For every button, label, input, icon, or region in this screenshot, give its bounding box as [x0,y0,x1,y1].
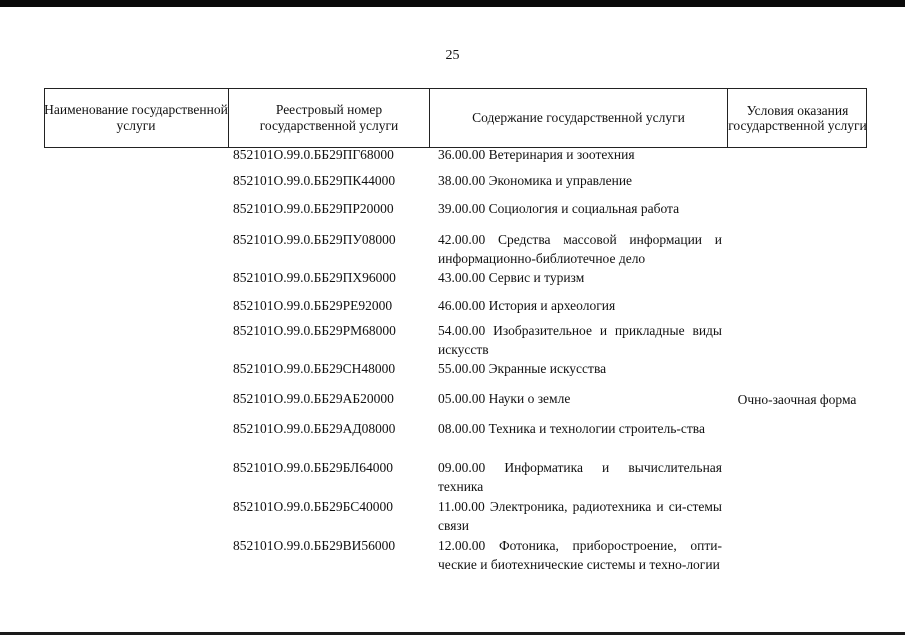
bottom-rule [0,632,905,635]
registry-code: 852101О.99.0.ББ29ПГ68000 [233,147,394,162]
service-content: 43.00.00 Сервис и туризм [438,270,585,285]
header-registry-number: Реестровый номер государственной услуги [228,88,429,148]
registry-code: 852101О.99.0.ББ29ПР20000 [233,201,394,216]
registry-code: 852101О.99.0.ББ29АД08000 [233,421,396,436]
service-content: 05.00.00 Науки о земле [438,391,571,406]
top-rule [0,0,905,7]
registry-code: 852101О.99.0.ББ29ВИ56000 [233,538,396,553]
service-content: 11.00.00 Электроника, радиотехника и си-стемы связи [438,499,722,533]
service-content: 12.00.00 Фотоника, приборостроение, опти-ческие и биотехнические системы и техно-логии [438,538,722,572]
registry-code: 852101О.99.0.ББ29БЛ64000 [233,460,393,475]
registry-code: 852101О.99.0.ББ29СН48000 [233,361,396,376]
service-content: 46.00.00 История и археология [438,298,616,313]
service-content: 55.00.00 Экранные искусства [438,361,607,376]
service-content: 39.00.00 Социология и социальная работа [438,201,680,216]
service-content: 09.00.00 Информатика и вычислительная техника [438,460,722,494]
service-condition: Очно-заочная форма [737,392,857,407]
registry-code: 852101О.99.0.ББ29РЕ92000 [233,298,393,313]
service-content: 42.00.00 Средства массовой информации и информационно-библиотечное дело [438,232,722,266]
header-service-content: Содержание государственной услуги [429,88,727,148]
service-content: 54.00.00 Изобразительное и прикладные виды искусств [438,323,722,357]
page-number: 25 [445,48,460,63]
header-service-name: Наименование государственной услуги [44,102,228,133]
registry-code: 852101О.99.0.ББ29АБ20000 [233,391,394,406]
registry-code: 852101О.99.0.ББ29РМ68000 [233,323,396,338]
service-content: 38.00.00 Экономика и управление [438,173,633,188]
header-service-conditions: Условия оказания государственной услуги [727,88,867,148]
registry-code: 852101О.99.0.ББ29ПУ08000 [233,232,396,247]
service-content: 08.00.00 Техника и технологии строитель-ства [438,421,705,436]
registry-code: 852101О.99.0.ББ29ПХ96000 [233,270,396,285]
registry-code: 852101О.99.0.ББ29БС40000 [233,499,394,514]
registry-code: 852101О.99.0.ББ29ПК44000 [233,173,396,188]
service-content: 36.00.00 Ветеринария и зоотехния [438,147,635,162]
